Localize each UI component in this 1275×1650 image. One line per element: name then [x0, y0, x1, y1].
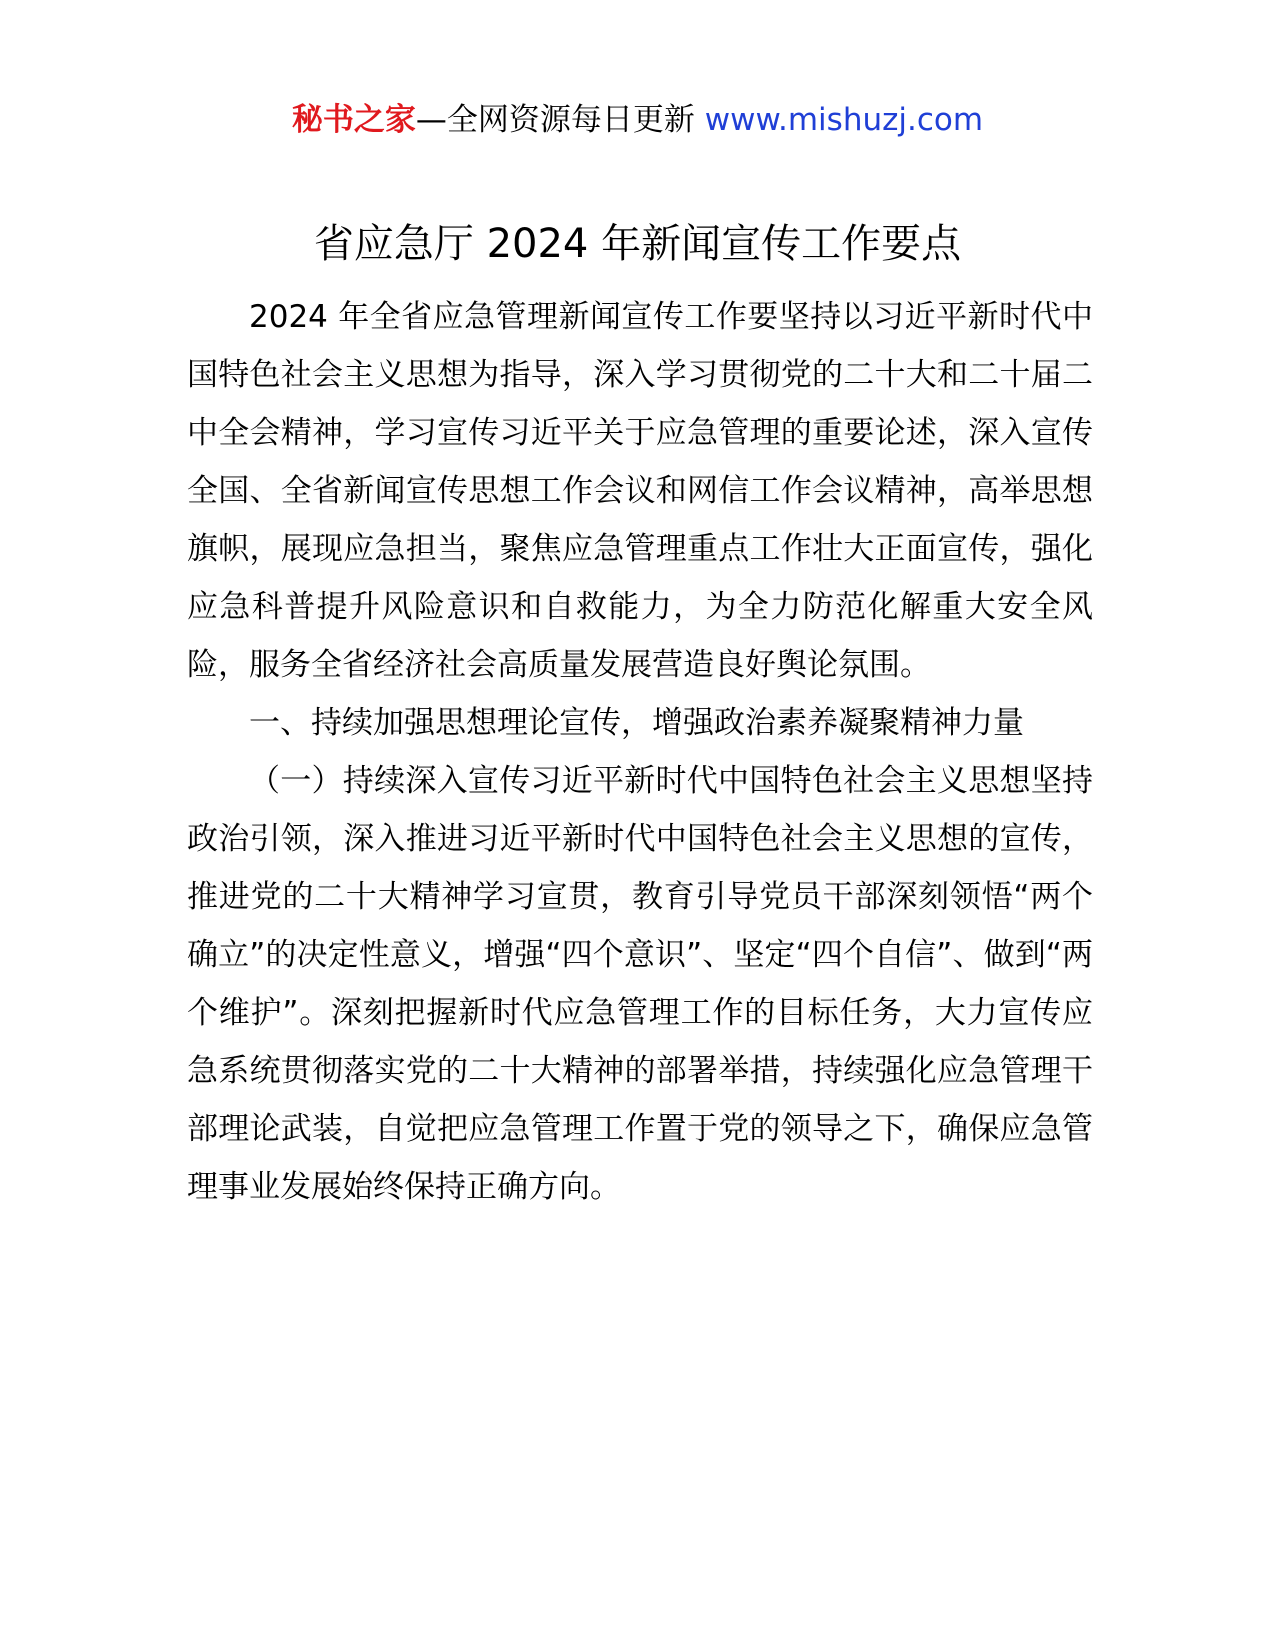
document-body [187, 288, 1093, 1216]
document-title: 省应急厅 2024 年新闻宣传工作要点 [313, 221, 962, 267]
header-tagline: —全网资源每日更新 [415, 102, 705, 138]
site-url-link[interactable]: www.mishuzj.com [704, 102, 984, 138]
site-header [0, 100, 1275, 140]
section-heading-1: 一、持续加强思想理论宣传，增强政治素养凝聚精神力量 [249, 705, 1024, 741]
intro-paragraph: 2024 年全省应急管理新闻宣传工作要坚持以习近平新时代中国特色社会主义思想为指导，深入学习贯彻党的二十大和二十届二中全会精神，学习宣传习近平关于应急管理的重要论述，深入宣传全国、全省新闻宣传思想工作会议和网信工作会议精神，高举思想旗帜，展现应急担当，聚焦应急管理重点工作壮大正面宣传，强化应急科普提升风险意识和自救能力，为全力防范化解重大安全风险，服务全省经济社会高质量发展营造良好舆论氛围。 [187, 299, 1093, 683]
brand-name: 秘书之家 [291, 102, 416, 138]
subsection-paragraph-1: （一）持续深入宣传习近平新时代中国特色社会主义思想坚持政治引领，深入推进习近平新时代中国特色社会主义思想的宣传，推进党的二十大精神学习宣贯，教育引导党员干部深刻领悟“两个确立”的决定性意义，增强“四个意识”、坚定“四个自信”、做到“两个维护”。深刻把握新时代应急管理工作的目标任务，大力宣传应急系统贯彻落实党的二十大精神的部署举措，持续强化应急管理干部理论武装，自觉把应急管理工作置于党的领导之下，确保应急管理事业发展始终保持正确方向。 [187, 763, 1093, 1205]
